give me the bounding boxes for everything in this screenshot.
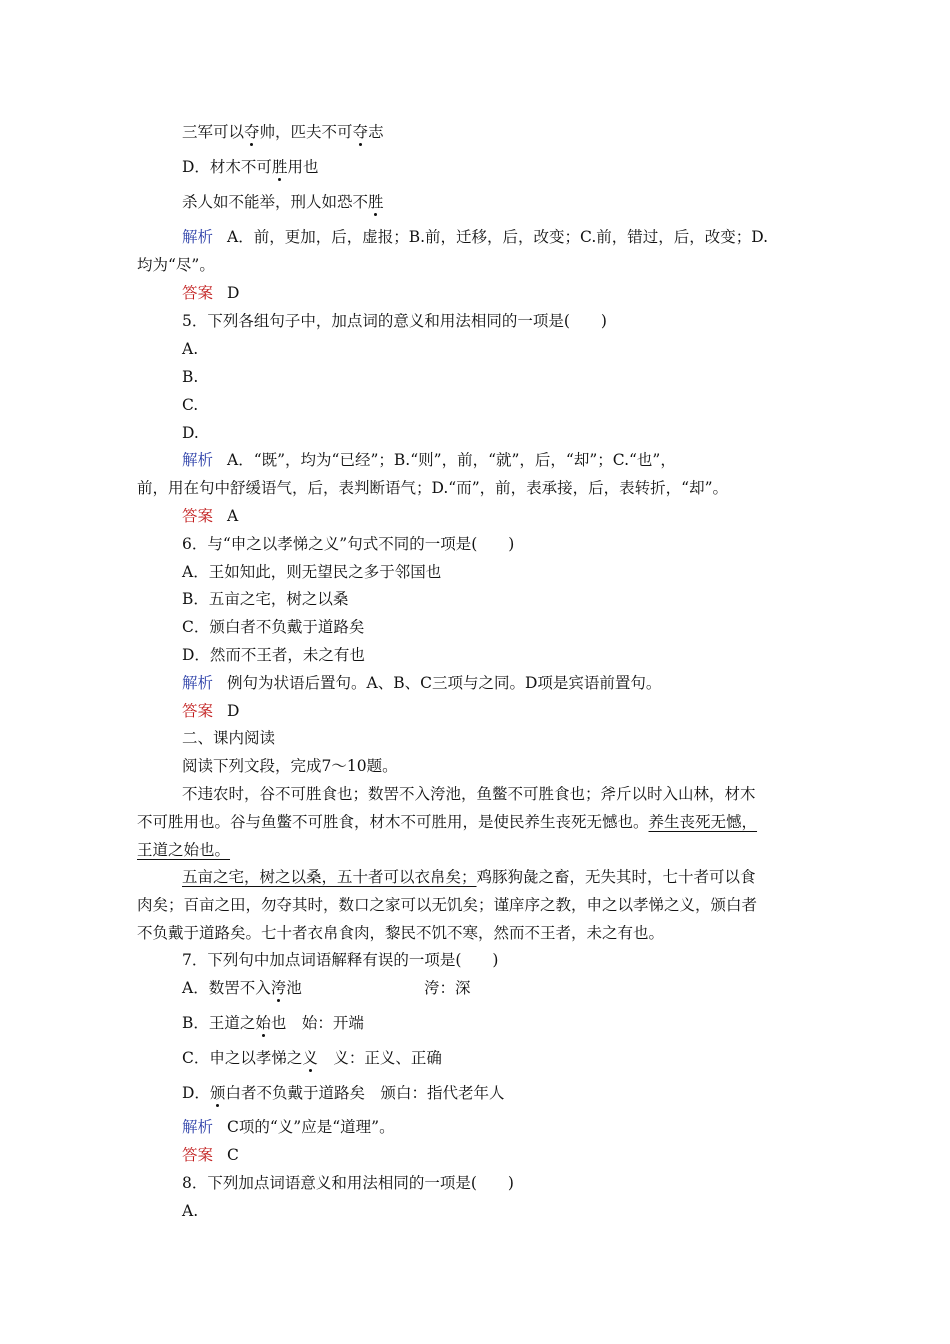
q8-stem: 8．下列加点词语意义和用法相同的一项是( ): [182, 1174, 514, 1192]
text: 不可胜用也。谷与鱼鳖不可胜食，材木不可胜用，是使民养生丧死无憾也。: [137, 813, 649, 831]
text: D．: [182, 1084, 210, 1102]
q6-option-a: A．王如知此，则无望民之多于邻国也: [182, 563, 442, 581]
q5-stem: 5．下列各组句子中，加点词的意义和用法相同的一项是( ): [182, 312, 607, 330]
q7-option-a: [182, 977, 302, 999]
analysis-label: 解析: [182, 451, 214, 469]
analysis-label: 解析: [182, 1118, 214, 1136]
q5-option-a: A.: [182, 340, 199, 358]
q6-stem: 6．与“申之以孝悌之义”句式不同的一项是( ): [182, 535, 515, 553]
q4-option-c-line2: [182, 121, 384, 143]
answer-value: C: [227, 1146, 239, 1164]
q7-answer: [182, 1144, 239, 1166]
q4-option-d-line2: [182, 191, 384, 213]
text: B．王道之: [182, 1014, 256, 1032]
q7-option-c: [182, 1047, 442, 1069]
answer-label: 答案: [182, 702, 214, 720]
text: 三军可以: [182, 123, 245, 141]
dotted-char: 始: [255, 1014, 271, 1032]
analysis-label: 解析: [182, 228, 214, 246]
q6-answer: [182, 700, 239, 722]
text: 白者不负戴于道路矣 颁白：指代老年人: [225, 1084, 505, 1102]
text: D．材木不可: [182, 158, 272, 176]
answer-value: D: [227, 702, 240, 720]
q6-option-b: B．五亩之宅，树之以桑: [182, 590, 349, 608]
dotted-char: 洿: [270, 979, 287, 997]
answer-label: 答案: [182, 1146, 214, 1164]
dotted-char: 胜: [271, 158, 288, 176]
passage-p1-line2: [137, 811, 757, 833]
q5-option-d: D.: [182, 424, 199, 442]
q6-option-c: C．颁白者不负戴于道路矣: [182, 618, 365, 636]
text: 杀人如不能举，刑人如恐不: [182, 193, 369, 211]
text: 义：正义、正确: [317, 1049, 442, 1067]
answer-value: D: [227, 284, 240, 302]
dotted-char: 胜: [368, 193, 384, 211]
q4-option-d: [182, 156, 318, 178]
q7-analysis: [182, 1116, 395, 1138]
section-heading: 二、课内阅读: [182, 729, 276, 747]
q8-option-a: A.: [182, 1202, 199, 1220]
analysis-text: 例句为状语后置句。A、B、C三项与之同。D项是宾语前置句。: [227, 674, 662, 692]
passage-p2-line2: 肉矣；百亩之田，勿夺其时，数口之家可以无饥矣；谨庠序之教，申之以孝悌之义，颁白者: [137, 896, 758, 914]
text: 鸡豚狗彘之畜，无失其时，七十者可以食: [476, 868, 756, 886]
answer-label: 答案: [182, 284, 214, 302]
underlined-text: 五亩之宅，树之以桑，五十者可以衣帛矣；: [182, 868, 477, 886]
dotted-char: 颁: [209, 1084, 226, 1102]
text: 也 始：开端: [270, 1014, 364, 1032]
passage-p1-line1: 不违农时，谷不可胜食也；数罟不入洿池，鱼鳖不可胜食也；斧斤以时入山林，材木: [182, 785, 756, 803]
q4-answer: [182, 282, 239, 304]
q5-analysis-cont: 前，用在句中舒缓语气，后，表判断语气；D.“而”，前，表承接，后，表转折，“却”。: [137, 479, 729, 497]
text: 志: [368, 123, 384, 141]
answer-value: A: [227, 507, 239, 525]
q5-answer: [182, 505, 238, 527]
text: C．申之以孝悌之: [182, 1049, 303, 1067]
q7-stem: 7．下列句中加点词语解释有误的一项是( ): [182, 951, 499, 969]
analysis-text: A．前，更加，后，虚报；B.前，迁移，后，改变；C.前，错过，后，改变；D.: [227, 228, 769, 246]
q7-option-d: [182, 1082, 504, 1104]
text: A．数罟不入: [182, 979, 271, 997]
q5-option-b: B.: [182, 368, 199, 386]
underlined-text: 养生丧死无憾，: [648, 813, 758, 831]
dotted-char: 夺: [352, 123, 369, 141]
passage-p2-line3: 不负戴于道路矣。七十者衣帛食肉，黎民不饥不寒，然而不王者，未之有也。: [137, 924, 665, 942]
dotted-char: 义: [302, 1049, 318, 1067]
q6-option-d: D．然而不王者，未之有也: [182, 646, 365, 664]
analysis-label: 解析: [182, 674, 214, 692]
analysis-text: C项的“义”应是“道理”。: [227, 1118, 395, 1136]
q5-analysis: [182, 449, 676, 471]
q4-analysis-cont: 均为“尽”。: [137, 256, 215, 274]
q4-analysis: [182, 226, 768, 248]
passage-p1-line3: [137, 839, 230, 861]
underlined-text: 王道之始也。: [137, 841, 231, 859]
q7-option-b: [182, 1012, 364, 1034]
text: 用也: [287, 158, 319, 176]
passage-p2-line1: [182, 866, 756, 888]
text: 帅，匹夫不可: [259, 123, 353, 141]
q5-option-c: C.: [182, 396, 199, 414]
q7-option-a-gloss: 洿：深: [424, 979, 471, 997]
text: 池: [286, 979, 302, 997]
dotted-char: 夺: [244, 123, 260, 141]
analysis-text: A．“既”，均为“已经”；B.“则”，前，“就”，后，“却”；C.“也”，: [227, 451, 676, 469]
q6-analysis: [182, 672, 661, 694]
reading-instruction: 阅读下列文段，完成7～10题。: [182, 757, 398, 775]
answer-label: 答案: [182, 507, 214, 525]
